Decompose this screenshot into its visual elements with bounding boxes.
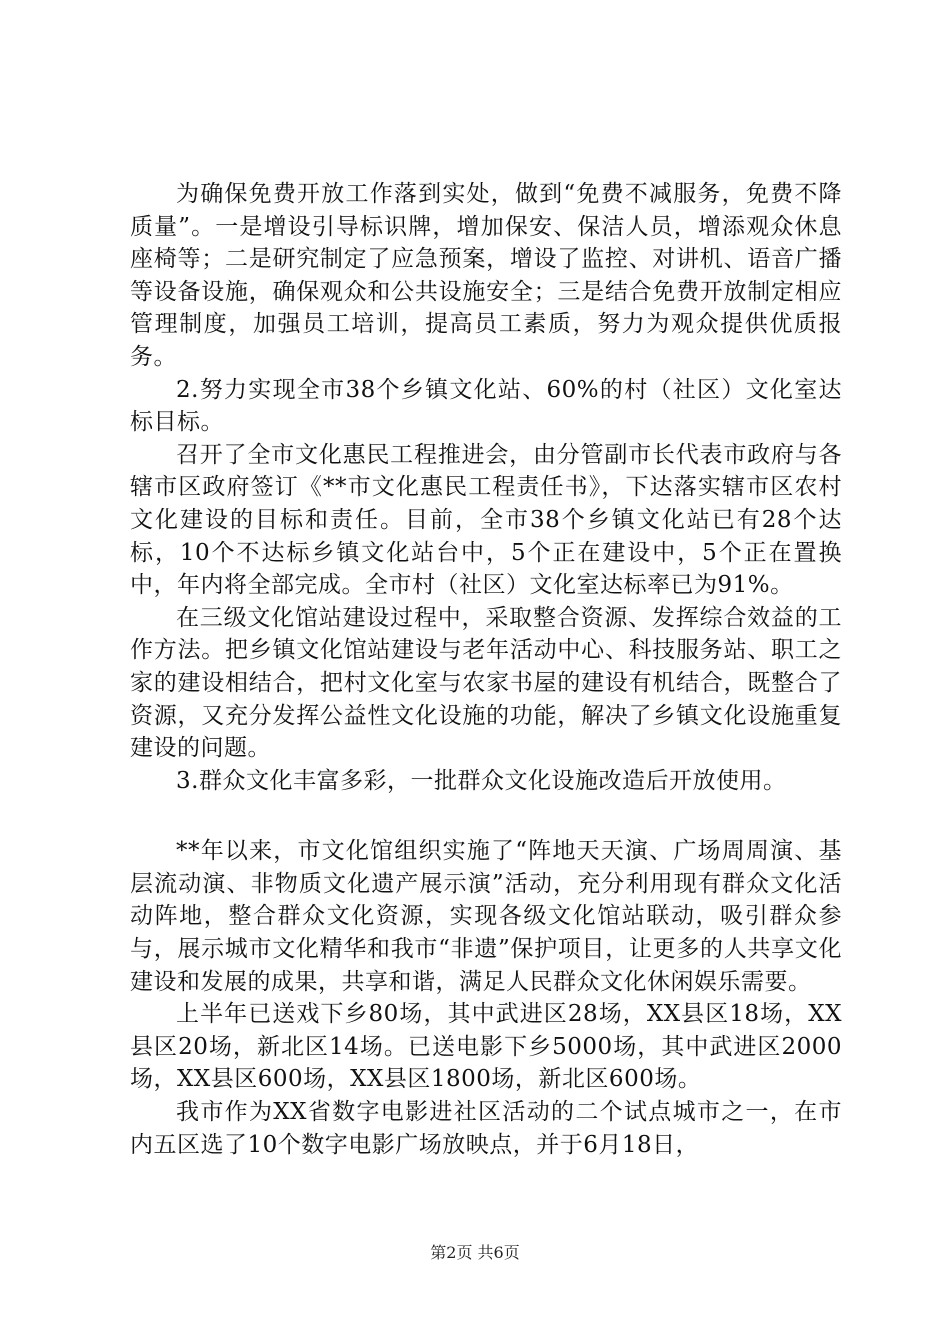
- paragraph-digital-cinema: 我市作为XX省数字电影进社区活动的二个试点城市之一，在市内五区选了10个数字电影广场放映点，并于6月18日，: [130, 1099, 842, 1158]
- paragraph-statistics: 上半年已送戏下乡80场，其中武进区28场，XX县区18场，XX县区20场，新北区14场。已送电影下乡5000场，其中武进区2000场，XX县区600场，XX县区1800场，新北区600场。: [130, 1001, 842, 1093]
- page-number-footer: 第2页 共6页: [430, 1243, 520, 1262]
- paragraph-spacer: [130, 797, 842, 835]
- paragraph-free-opening-measures: 为确保免费开放工作落到实处，做到“免费不减服务，免费不降质量”。一是增设引导标识牌，增加保安、保洁人员，增添观众休息座椅等；二是研究制定了应急预案，增设了监控、对讲机、语音广播等设备设施，确保观众和公共设施安全；三是结合免费开放制定相应管理制度，加强员工培训，提高员工素质，努力为观众提供优质报务。: [130, 181, 842, 370]
- paragraph-heading-3: 3.群众文化丰富多彩，一批群众文化设施改造后开放使用。: [176, 767, 787, 794]
- paragraph-three-level-stations: 在三级文化馆站建设过程中，采取整合资源、发挥综合效益的工作方法。把乡镇文化馆站建设与老年活动中心、科技服务站、职工之家的建设相结合，把村文化室与农家书屋的建设有机结合，既整合了资源，又充分发挥公益性文化设施的功能，解决了乡镇文化设施重复建设的问题。: [130, 604, 842, 762]
- paragraph-performances: **年以来，市文化馆组织实施了“阵地天天演、广场周周演、基层流动演、非物质文化遗产展示演”活动，充分利用现有群众文化活动阵地，整合群众文化资源，实现各级文化馆站联动，吸引群众参与，展示城市文化精华和我市“非遗”保护项目，让更多的人共享文化建设和发展的成果，共享和谐，满足人民群众文化休闲娱乐需要。: [130, 838, 842, 995]
- document-body: [130, 178, 842, 1161]
- paragraph-heading-2: 2.努力实现全市38个乡镇文化站、60%的村（社区）文化室达标目标。: [130, 376, 842, 436]
- paragraph-promotion-meeting: 召开了全市文化惠民工程推进会，由分管副市长代表市政府与各辖市区政府签订《**市文化惠民工程责任书》，下达落实辖市区农村文化建设的目标和责任。目前，全市38个乡镇文化站已有28个达标，10个不达标乡镇文化站台中，5个正在建设中，5个正在置换中，年内将全部完成。全市村（社区）文化室达标率已为91%。: [130, 441, 842, 599]
